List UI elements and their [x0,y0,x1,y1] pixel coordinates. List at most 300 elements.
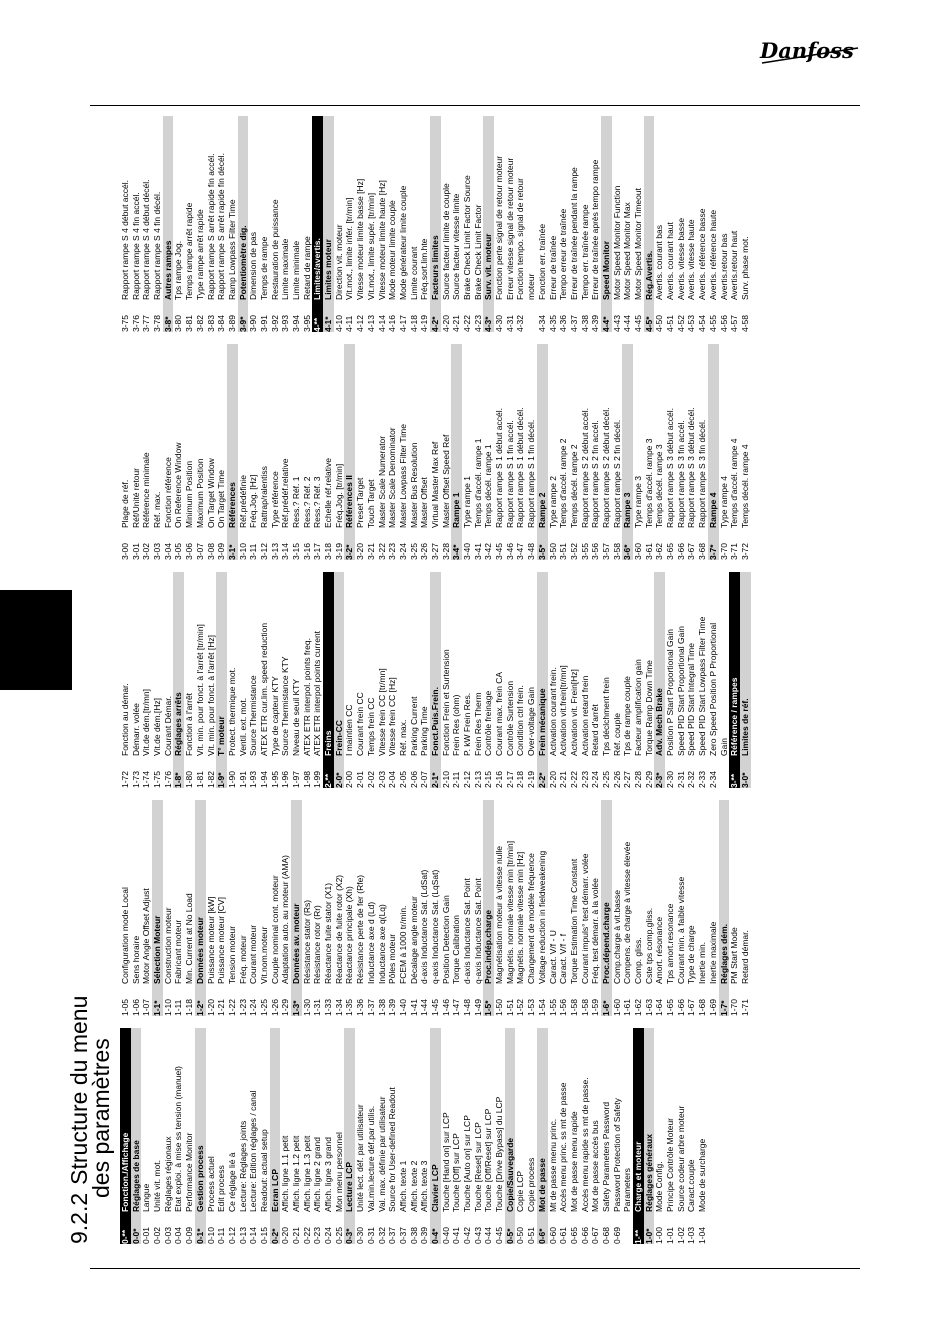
parameter-code: 3-72 [739,542,750,560]
parameter-code: 1-99 [312,770,323,788]
parameter-row [515,344,526,560]
parameter-label: Type de capteur KTY [269,676,280,756]
parameter-label: Fonction tempo. signal de retour [515,178,526,300]
parameter-label: q-axis Inductance Sat. Point [472,878,483,984]
parameter-row [473,116,484,332]
parameter-label: Sens horaire [130,935,141,984]
parameter-code: 1-93 [248,770,259,788]
parameter-label: Rapport rampe S 1 début accél. [494,407,505,528]
parameter-label: Rapport rampe S 4 fin décél. [152,191,163,300]
parameter-row [280,344,291,560]
parameter-row [537,116,548,332]
parameter-code: 3-28 [440,542,451,560]
parameter-label: Limite minimale [291,240,301,300]
parameter-code: 1-45 [429,998,440,1016]
parameter-code: 3-05 [173,542,184,560]
parameter-label: Limites/avertis. [312,238,323,300]
parameter-code: 1-97 [291,770,301,788]
parameter-row [633,572,644,788]
parameter-code: 4-44 [622,314,633,332]
parameter-label: Val. max. définie par utilisateur [376,1096,387,1212]
parameter-code: 3-41 [472,542,483,560]
parameter-code: 1-64 [654,998,665,1016]
parameter-row [676,572,687,788]
parameter-code: 0-23 [312,1226,323,1244]
subgroup-header-row [719,800,730,1016]
parameter-label: Réactance de fuite rotor (X2) [333,874,344,984]
parameter-row [259,1028,270,1244]
parameter-label: Tension moteur [226,925,237,984]
parameter-label: Données av. moteur [291,903,301,984]
parameter-label: Tempo erreur de traînée [558,208,569,300]
parameter-label: Vit.mot., limite infér. [tr/min] [344,197,355,300]
parameter-label: Références II [344,475,355,528]
parameter-code: 3-9* [237,316,248,332]
parameter-code: 0-14 [248,1226,259,1244]
parameter-row [409,1028,420,1244]
parameter-code: 0-37 [397,1226,408,1244]
parameter-row [505,800,516,1016]
parameter-label: Rattrap/ralentiss [258,466,269,528]
parameter-label: P. kW Frein Res. [462,692,472,756]
parameter-label: Rampe 3 [622,492,633,528]
parameter-code: 1-52 [515,998,526,1016]
parameter-label: Rapport rampe S 3 fin accél. [675,420,686,528]
parameter-code: 0-61 [558,1226,569,1244]
parameter-row [494,800,505,1016]
parameter-code: 0-42 [462,1226,472,1244]
parameter-label: Lecture: Edition réglages / canal [248,1090,259,1212]
parameter-row [238,572,249,788]
parameter-label: Temps d'accél. rampe 1 [472,438,483,528]
parameter-code: 0-44 [483,1226,494,1244]
parameter-code: 1-46 [440,998,451,1016]
parameter-code: 1-00 [654,1226,665,1244]
parameter-label: Temps d'accél. rampe 2 [558,438,569,528]
parameter-label: Rapport rampe S 4 fin accél. [130,192,141,300]
parameter-code: 0-25 [333,1226,344,1244]
parameter-code: 3-11 [248,543,259,560]
parameter-label: Inductance axe d (Ld) [365,901,376,984]
parameter-label: Frein Res Therm [472,692,483,756]
parameter-code: 2-1* [429,772,440,788]
parameter-label: Master Scale Numerator [376,435,387,528]
parameter-row [697,116,708,332]
parameter-code: 1-81 [194,770,205,788]
parameter-label: Tps de rampe couple [622,676,633,756]
parameter-label: Plage de réf. [120,479,130,528]
parameter-label: Frein-CC [333,720,344,756]
parameter-row [558,116,569,332]
parameter-label: Vitesse moteur limite haute [Hz] [376,180,387,300]
parameter-label: Frein mécanique [536,688,547,756]
parameter-row [377,800,388,1016]
parameter-code: 3-71 [729,542,740,560]
parameter-code: 0-2* [269,1228,280,1244]
parameter-code: 0-0* [130,1228,141,1244]
parameter-row [398,116,409,332]
parameter-row [612,1028,623,1244]
parameter-row [302,116,313,332]
parameter-code: 0-24 [323,1226,334,1244]
parameter-row [291,116,302,332]
parameter-row [184,344,195,560]
parameter-row [719,572,730,788]
parameter-row [227,1028,238,1244]
subgroup-header-row [601,800,612,1016]
parameter-label: Brake Check Limit Factor [472,204,483,300]
parameter-row [355,1028,366,1244]
parameter-row [366,116,377,332]
parameter-code: 4-34 [536,314,547,332]
parameter-code: 4-11 [344,315,355,332]
parameter-code: 1-1* [152,1000,163,1016]
parameter-row [494,344,505,560]
parameter-code: 0-43 [472,1226,483,1244]
parameter-code: 0-60 [547,1226,558,1244]
parameter-code: 4-30 [494,314,505,332]
parameter-label: I maintien CC [344,704,355,756]
parameter-code: 0-50 [515,1226,526,1244]
parameter-code: 3-7* [707,544,718,560]
parameter-code: 3-52 [568,542,579,560]
parameter-code: 0-38 [408,1226,419,1244]
parameter-row [387,1028,398,1244]
parameter-label: Copie process [526,1157,537,1212]
parameter-row [654,800,665,1016]
parameter-row [622,116,633,332]
parameter-row [344,116,355,332]
parameter-label: Rampe 1 [451,492,462,528]
parameter-code: 1-01 [665,1226,676,1244]
parameter-row [184,800,195,1016]
parameter-label: Comp. gliss. [633,937,643,984]
subgroup-header-row [537,1028,548,1244]
parameter-code: 1-6* [600,1000,611,1016]
parameter-code: 3-19 [333,542,344,560]
parameter-row [622,572,633,788]
parameter-row [505,116,516,332]
parameter-row [686,800,697,1016]
parameter-label: Type rampe arrêt rapide [194,209,205,300]
parameter-code: 3-61 [643,542,654,560]
parameter-row [601,572,612,788]
parameter-row [558,800,569,1016]
parameter-row [590,800,601,1016]
parameter-row [580,572,591,788]
parameter-row [312,344,323,560]
parameter-row [462,572,473,788]
parameter-label: Password Protection of Safety [611,1098,622,1212]
parameter-row [238,344,249,560]
parameter-row [270,116,281,332]
parameter-label: Edit process [216,1165,227,1212]
parameter-label: Mt de passe menu princ. [547,1118,558,1212]
parameter-row [601,344,612,560]
parameter-label: Master Offset Speed Ref [440,434,451,528]
parameter-label: Inertie maximale [707,921,718,984]
parameter-label: Fabricant moteur [173,919,184,984]
parameter-label: Vit.nom.moteur [258,926,269,984]
parameter-code: 3-93 [280,314,291,332]
parameter-row [622,800,633,1016]
subgroup-header-row [622,344,633,560]
parameter-code: 1-50 [494,998,505,1016]
parameter-row [120,116,131,332]
parameter-code: 3-21 [365,542,376,560]
parameter-label: Magnétisation moteur à vitesse nulle [494,846,505,984]
parameter-label: Condition ctrl frein. [515,685,526,756]
parameter-label: Avertis.retour bas [718,233,729,300]
section-number: 9.2.2 [66,1192,92,1244]
parameter-label: Temps décél. rampe 4 [739,444,750,528]
parameter-row [409,116,420,332]
parameter-label: Adv. Mech Brake [654,688,665,756]
parameter-code: 1-48 [462,998,472,1016]
parameter-label: Rapport rampe S 2 début accél. [579,407,590,528]
parameter-label: Adaptation auto. au moteur (AMA) [280,855,291,984]
parameter-row [206,800,217,1016]
parameter-code: 3-82 [194,314,205,332]
parameter-row [548,1028,559,1244]
parameter-row [323,800,334,1016]
parameter-row [558,572,569,788]
parameter-label: Avertis. vitesse haute [686,219,697,300]
parameter-row [526,572,537,788]
parameter-code: 1-02 [675,1226,686,1244]
parameter-row [441,572,452,788]
parameter-code: 3-10 [237,542,248,560]
parameter-label: Construction moteur [162,907,173,984]
parameter-label: Type rampe 4 [718,476,729,528]
parameter-label: Rapport rampe S 1 fin accél. [504,420,515,528]
parameter-row [248,344,259,560]
parameter-label: Fréq.Jog. [tr/min] [333,463,344,528]
parameter-code: 4-50 [654,314,665,332]
parameter-row [505,572,516,788]
parameter-label: Performance Monitor [184,1132,195,1212]
subgroup-header-row [644,1028,655,1244]
parameter-code: 2-30 [665,770,676,788]
parameter-row [569,800,580,1016]
parameter-label: Virtual Master Max Ref [429,441,440,528]
parameter-label: Vitesse frein CC [Hz] [387,677,398,756]
parameter-row [654,116,665,332]
section-title-line2: des paramètres [88,1038,114,1198]
parameter-row [131,344,142,560]
parameter-label: Touche [Reset] sur LCP [472,1122,483,1212]
parameter-row [366,1028,377,1244]
subgroup-header-row [238,116,249,332]
parameter-row [131,572,142,788]
parameter-row [141,344,152,560]
parameter-row [173,344,184,560]
parameter-code: 4-32 [515,314,526,332]
parameter-label: Parking Current [408,696,419,756]
parameter-code: 3-0* [739,772,750,788]
subgroup-header-row [323,116,334,332]
parameter-label: Fonction au démar. [120,683,130,756]
parameter-row [184,572,195,788]
parameter-label: PM Start Mode [729,927,740,984]
parameter-label: Ecran LCP [269,1169,280,1212]
parameter-code: 2-05 [397,770,408,788]
parameter-label: Torque Calibration [451,915,462,984]
parameter-label: Comp.charge à vit.basse [611,889,622,984]
parameter-label: On Reference Window [173,442,184,528]
parameter-label: Courant frein CC [355,692,366,756]
parameter-row [505,344,516,560]
parameter-row [451,1028,462,1244]
parameter-label: Fonction référence [162,457,173,528]
parameter-label: Preset Target [355,477,366,528]
parameter-code: 1-70 [729,998,740,1016]
parameter-code: 1-03 [686,1226,697,1244]
parameter-row [377,344,388,560]
parameter-code: 2-** [323,773,334,788]
parameter-code: 0-41 [451,1226,462,1244]
parameter-row [248,1028,259,1244]
parameter-code: 3-12 [258,542,269,560]
parameter-row [665,344,676,560]
parameter-label: Val.min.lecture déf.par utilis. [365,1105,376,1212]
parameter-label: Activation vit. Frein[Hz] [568,669,579,756]
parameter-code: 3-09 [216,542,227,560]
parameter-row [644,344,655,560]
parameter-label: Temps d'accél. rampe 4 [729,438,740,528]
parameter-label: Vitesse frein CC [tr/mn] [376,668,387,756]
parameter-row [441,344,452,560]
parameter-code: 3-45 [494,542,505,560]
parameter-row [152,344,163,560]
parameter-label: Parking Time [419,706,430,756]
parameter-code: 0-68 [600,1226,611,1244]
parameter-code: 1-68 [697,998,708,1016]
parameter-row [515,572,526,788]
parameter-code: 1-72 [120,770,130,788]
parameter-label: Unité lect. déf. par utilisateur [355,1104,366,1212]
parameter-code: 4-5* [643,316,654,332]
parameter-code: 1-7* [718,1000,729,1016]
parameter-code: 0-** [120,1229,130,1244]
parameter-label: Contrôle Surtension [504,680,515,756]
parameter-row [141,572,152,788]
parameter-label: Résistance perte de fer (Rfe) [355,874,366,984]
group-header-row [120,1028,131,1244]
parameter-code: 1-22 [226,998,237,1016]
parameter-code: 1-51 [504,998,515,1016]
subgroup-header-row [644,116,655,332]
parameter-code: 1-40 [397,998,408,1016]
subgroup-header-row [344,1028,355,1244]
parameter-code: 3-27 [429,542,440,560]
parameter-row [612,344,623,560]
parameter-code: 1-54 [536,998,547,1016]
parameter-row [441,800,452,1016]
group-header-row [312,116,323,332]
parameter-row [569,572,580,788]
parameter-row [590,344,601,560]
parameter-row [494,1028,505,1244]
parameter-label: Avertis. vitesse basse [675,217,686,300]
parameter-code: 1-23 [237,998,248,1016]
parameter-code: 1-33 [323,998,334,1016]
parameter-row [173,1028,184,1244]
parameter-code: 0-15 [258,1226,269,1244]
parameter-label: Réf. max. [397,719,408,756]
parameter-label: Master Bus Resolution [408,442,419,528]
parameter-code: 2-10 [440,770,451,788]
subgroup-header-row [334,572,345,788]
parameter-code: 1-59 [590,998,601,1016]
parameter-label: Tps rampe Jog. [173,240,184,300]
parameter-label: Rampe 2 [536,492,547,528]
parameter-label: Torque Ramp Down Time [643,660,654,756]
parameter-code: 4-31 [504,314,515,332]
parameter-code: 2-23 [579,770,590,788]
parameter-label: Mon menu personnel [333,1132,344,1212]
parameter-code: 4-18 [408,314,419,332]
parameter-row [729,344,740,560]
parameter-code: 4-2* [429,316,440,332]
parameter-row [548,116,559,332]
parameter-label: Rapport rampe S 4 début accél. [120,179,130,300]
parameter-code: 4-54 [697,314,708,332]
parameter-label: Charge et moteur [633,1141,643,1212]
parameter-label: Principe Contrôle Moteur [665,1117,676,1212]
parameter-label: Motor Angle Offset Adjust [141,888,152,984]
parameter-code: 4-19 [419,314,430,332]
parameter-label: Ramp Lowpass Filter Time [226,199,237,300]
parameter-code: 1-24 [248,998,259,1016]
parameter-row [548,800,559,1016]
parameter-code: 1-95 [269,770,280,788]
parameter-code: 1-74 [141,770,152,788]
parameter-row [206,572,217,788]
subgroup-header-row [270,1028,281,1244]
parameter-label: T° moteur [216,716,227,756]
parameter-label: Speed Monitor [600,240,611,300]
parameter-label: Vitesse moteur limite basse [Hz] [355,178,366,300]
parameter-row [708,800,719,1016]
parameter-row [419,1028,430,1244]
parameter-label: Mode générateur limite couple [397,185,408,300]
parameter-code: 1-61 [622,998,633,1016]
parameter-row [216,116,227,332]
parameter-row [280,1028,291,1244]
parameter-label: Zero Speed Position P Proportional [707,622,718,756]
parameter-code: 3-91 [258,314,269,332]
parameter-code: 4-57 [729,314,740,332]
parameter-label: Amort. résonance [654,916,665,984]
parameter-label: Mot de passe accès bus [590,1120,601,1212]
parameter-row [548,572,559,788]
parameter-code: 0-03 [162,1226,173,1244]
parameter-label: Rapport rampe S 3 début accél. [665,407,676,528]
parameter-label: Couple nominal cont. moteur [269,875,280,984]
parameter-row [590,572,601,788]
parameter-label: d-axis Inductance Sat. Point [462,878,472,984]
parameter-code: 1-53 [526,998,537,1016]
parameter-code: 3-** [729,773,740,788]
parameter-row [227,800,238,1016]
parameter-label: Motor Speed Monitor Max [622,202,633,300]
parameter-code: 1-98 [301,770,312,788]
parameter-code: 3-16 [301,542,312,560]
parameter-label: Minimum Position [184,460,195,528]
parameter-code: 4-1* [323,316,334,332]
logo-text: Danfoss [760,38,854,63]
